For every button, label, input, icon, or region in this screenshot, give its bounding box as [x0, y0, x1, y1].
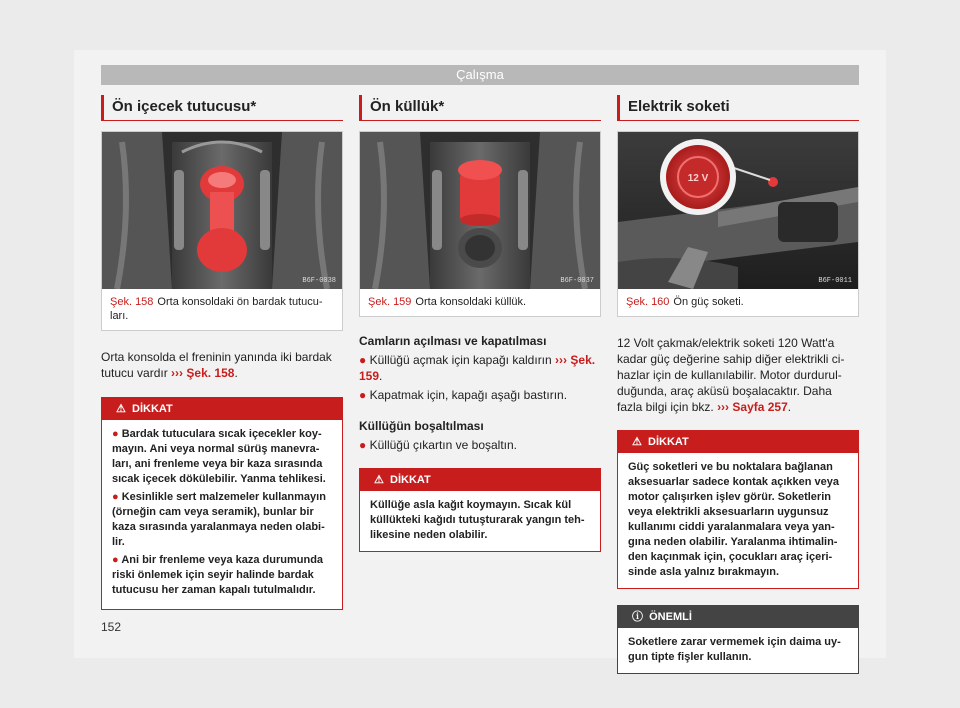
column-ashtray	[359, 95, 601, 552]
warning-box	[359, 468, 601, 552]
column-power-socket	[617, 95, 859, 674]
column-cup-holder	[101, 95, 343, 610]
info-icon: ⓘ	[632, 611, 643, 623]
list-item	[359, 352, 601, 384]
arrow-glyph: ›››	[171, 366, 184, 380]
list-item-end: .	[379, 369, 383, 383]
list-item-text: Küllüğü çıkartın ve boşaltın.	[369, 438, 518, 452]
bullet-icon: ●	[112, 428, 119, 440]
ashtray-photo	[360, 132, 600, 289]
notice-title: ÖNEMLİ	[649, 611, 692, 623]
cup-holder-photo	[102, 132, 342, 289]
warning-title: DİKKAT	[132, 403, 173, 415]
warning-item	[112, 427, 332, 487]
subheading: Küllüğün boşaltılması	[359, 419, 484, 433]
warning-icon: ⚠	[632, 436, 642, 448]
list-item-text: Küllüğü açmak için kapağı kaldırın	[369, 353, 552, 367]
list-item	[359, 387, 601, 403]
warning-icon: ⚠	[374, 474, 384, 486]
warning-item-text: Bardak tutuculara sıcak içecekler koy-mayın. Ani veya normal sürüş manevra-ları, ani frenleme veya bir kaza sırasında sıcak içecek dökülebilir. Yanma tehlikesi.	[112, 428, 326, 485]
list-item-text: Kapatmak için, kapağı aşağı bastırın.	[369, 388, 568, 402]
warning-icon: ⚠	[116, 403, 126, 415]
figure-caption	[618, 289, 858, 316]
warning-box	[101, 397, 343, 610]
warning-body	[102, 420, 342, 609]
socket-label: 12 V	[687, 173, 709, 184]
paragraph-end: .	[234, 366, 238, 380]
figure-code: B6F-0011	[818, 277, 852, 285]
notice-body: Soketlere zarar vermemek için daima uy-gun tipte fişler kullanın.	[628, 636, 841, 663]
figure-link[interactable]: Şek. 158	[186, 366, 235, 380]
warning-header	[360, 469, 600, 491]
warning-item-text: Ani bir frenleme veya kaza durumunda riski önlemek için seyir halinde bardak tutucusu her zaman kapalı tutulmalıdır.	[112, 554, 324, 596]
page-number: 152	[101, 620, 122, 634]
warning-header	[102, 398, 342, 420]
page-link[interactable]: Sayfa 257	[732, 400, 788, 414]
paragraph-text: 12 Volt çakmak/elektrik soketi 120 Watt'a kadar güç değerine sahip diğer elektrikli ci-hazlar için de kullanılabilir. Motor durdurul-duğunda, araç aküsü boşalacaktır. Daha fazla bilgi için bkz.	[617, 336, 845, 414]
warning-box	[617, 430, 859, 589]
section-title: Ön küllük*	[359, 95, 601, 121]
warning-header	[618, 431, 858, 453]
section-title: Ön içecek tutucusu*	[101, 95, 343, 121]
figure-caption	[102, 289, 342, 330]
power-socket-photo	[618, 132, 858, 289]
figure-caption	[360, 289, 600, 316]
notice-header	[618, 606, 858, 628]
bullet-icon: ●	[112, 491, 119, 503]
section-header: Çalışma	[101, 65, 859, 85]
figure-code: B6F-0038	[302, 277, 336, 285]
figure-159	[359, 131, 601, 317]
bullet-icon: ●	[359, 438, 367, 452]
figure-code: B6F-0037	[560, 277, 594, 285]
warning-item	[112, 553, 332, 598]
subheading: Camların açılması ve kapatılması	[359, 334, 547, 348]
notice-box	[617, 605, 859, 674]
warning-item-text: Kesinlikle sert malzemeler kullanmayın (örneğin cam veya seramik), bunlar bir kaza sırasında yaralanmaya neden olabi-lir.	[112, 491, 326, 548]
caption-text: Ön güç soketi.	[673, 296, 744, 308]
body-paragraph	[617, 335, 859, 415]
warning-title: DİKKAT	[648, 436, 689, 448]
warning-title: DİKKAT	[390, 474, 431, 486]
figure-ref: Şek. 160	[626, 296, 670, 308]
caption-text: Orta konsoldaki küllük.	[415, 296, 527, 308]
arrow-glyph: ›››	[555, 353, 568, 367]
paragraph-end: .	[787, 400, 792, 414]
figure-ref: Şek. 159	[368, 296, 412, 308]
list-item	[359, 437, 601, 453]
bullet-icon: ●	[359, 353, 367, 367]
body-paragraph	[101, 349, 343, 381]
warning-body: Güç soketleri ve bu noktalara bağlanan aksesuarlar sadece kontak açıkken veya motor çalışırken işlev görür. Soketlerin veya elektrikli aksesuarların uygunsuz kullanımı ciddi yaralanmalara veya yan-gına neden olabilir. Yaralanma ihtimalin-den kaçınmak için, çocukları araç içeri-sinde asla yalnız bırakmayın.	[628, 461, 839, 578]
figure-link[interactable]: Şek. 159	[359, 353, 596, 383]
bullet-icon: ●	[359, 388, 367, 402]
arrow-glyph: ›››	[717, 400, 730, 414]
warning-body: Küllüğe asla kağıt koymayın. Sıcak kül küllükteki kağıdı tutuşturarak yangın teh-likesine neden olabilir.	[370, 499, 585, 541]
caption-text: Orta konsoldaki ön bardak tutucu-ları.	[110, 296, 323, 322]
figure-160	[617, 131, 859, 317]
figure-158	[101, 131, 343, 331]
paragraph-text: Orta konsolda el freninin yanında iki bardak tutucu vardır	[101, 350, 332, 380]
figure-ref: Şek. 158	[110, 296, 154, 308]
warning-item	[112, 490, 332, 550]
section-title: Elektrik soketi	[617, 95, 859, 121]
bullet-icon: ●	[112, 554, 119, 566]
